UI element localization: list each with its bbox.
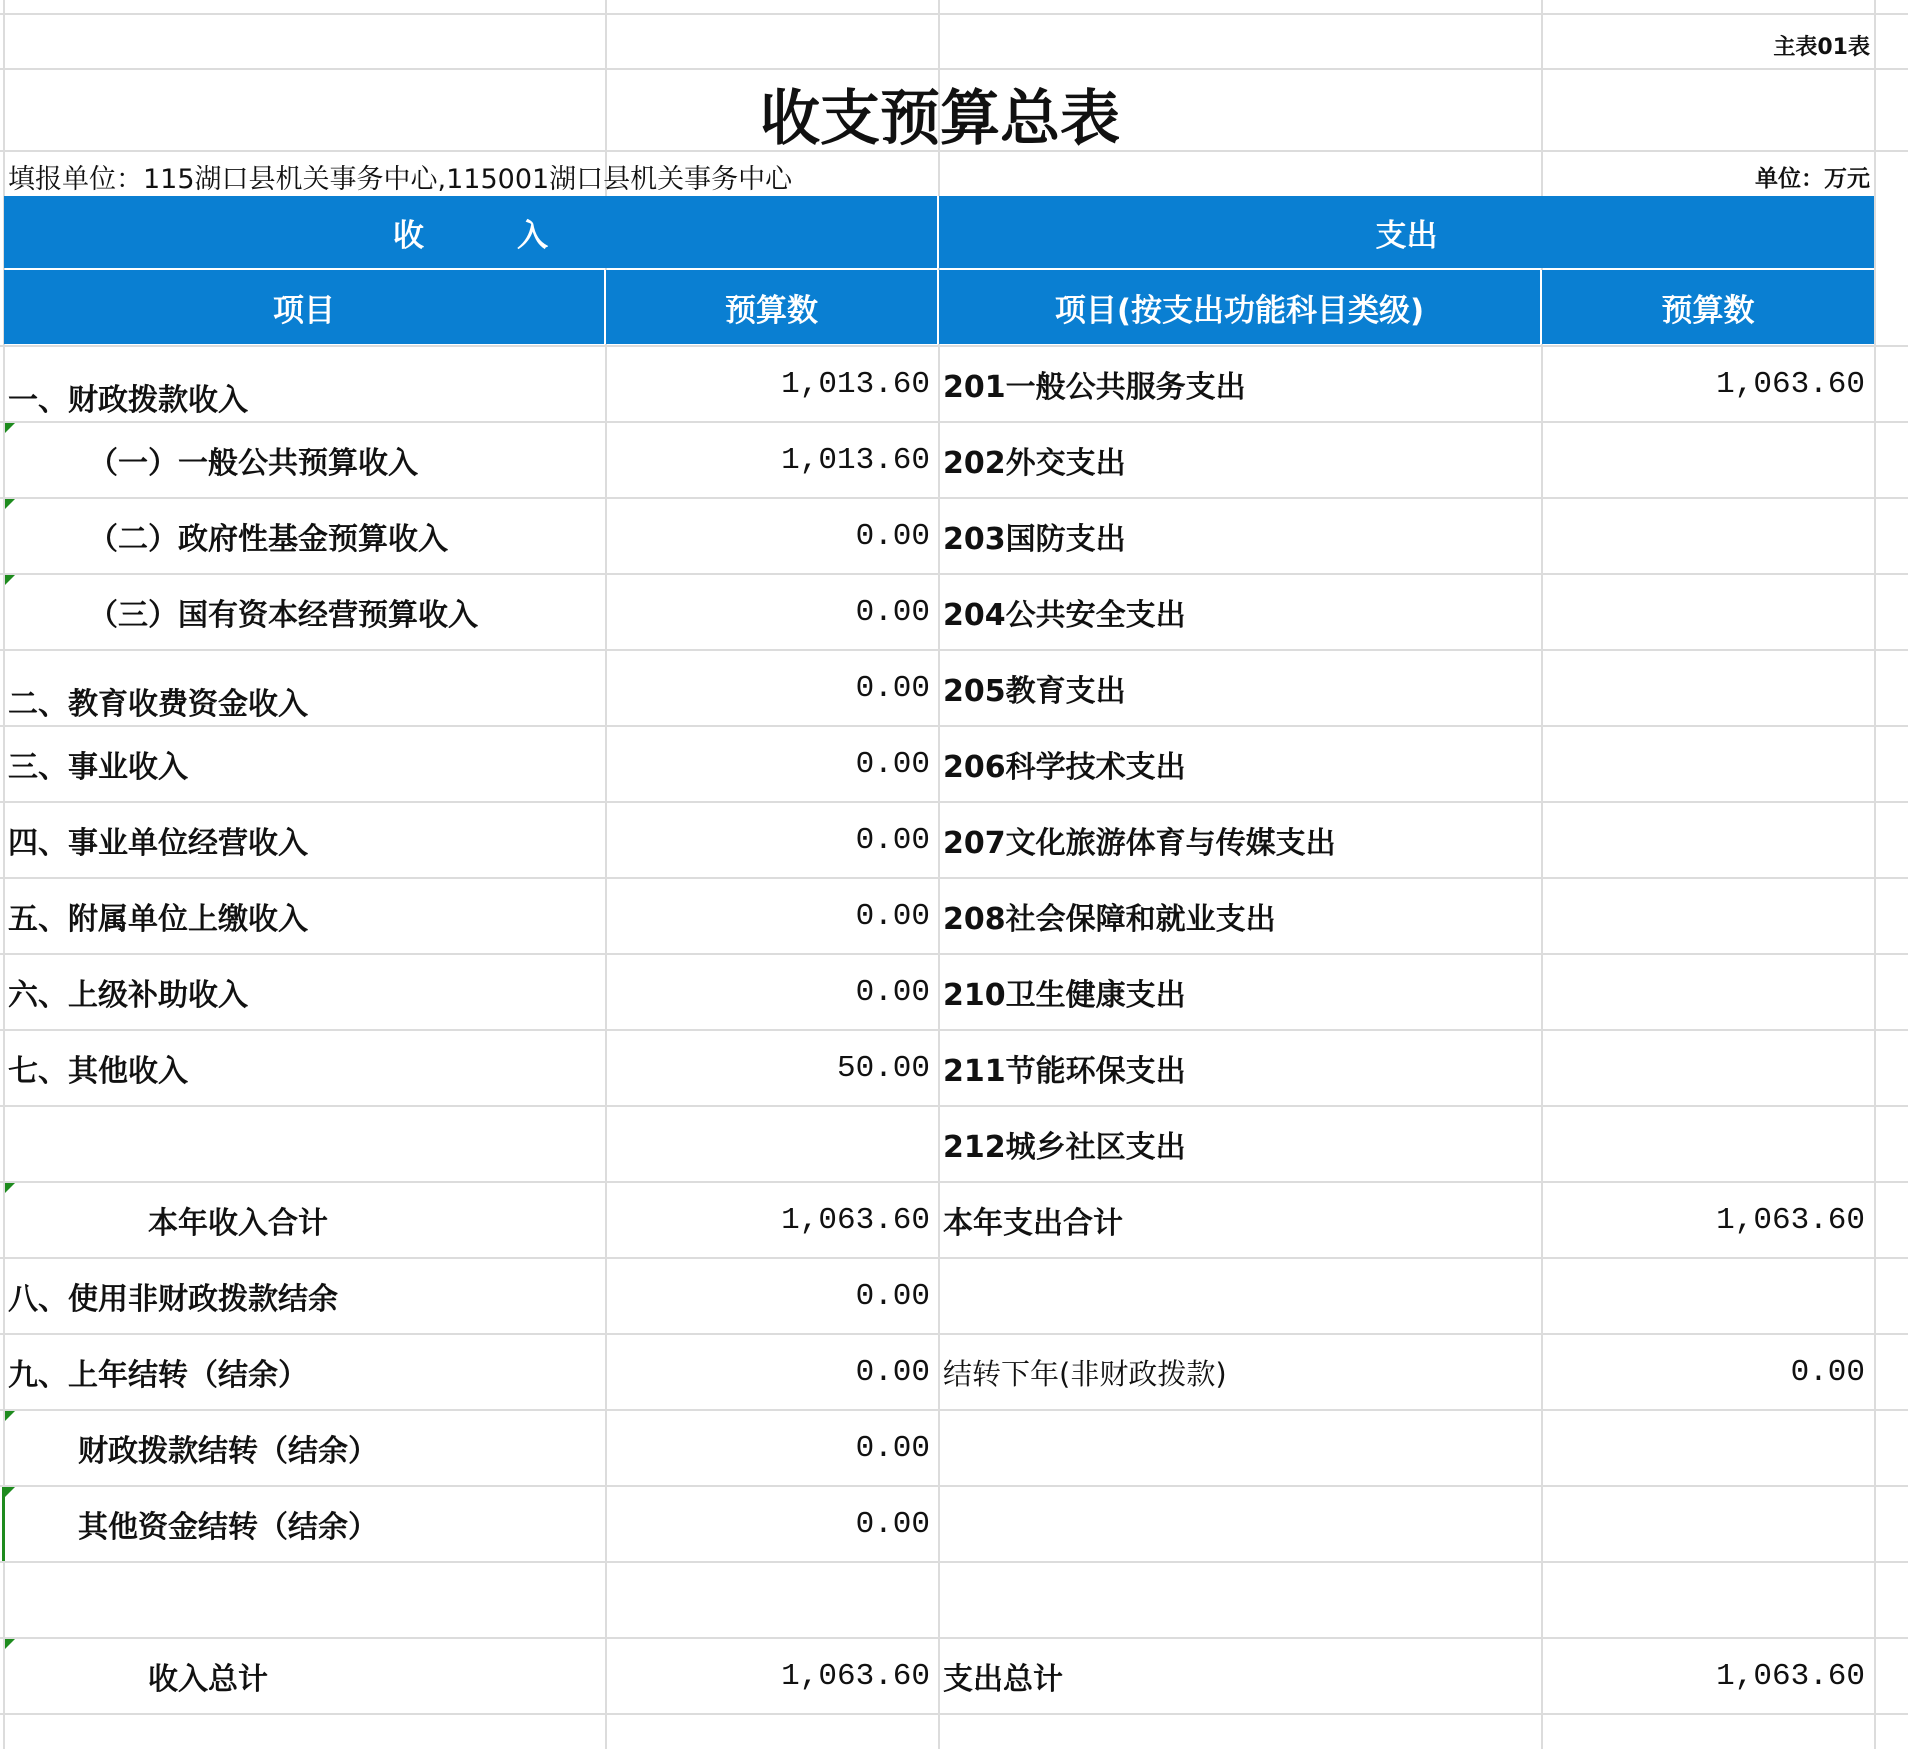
income-value: 0.00: [855, 594, 930, 630]
col-header-expense-budget: 预算数: [1542, 270, 1874, 344]
expense-item: 202外交支出: [943, 446, 1126, 481]
income-value: 0.00: [855, 822, 930, 858]
income-value: 0.00: [855, 670, 930, 706]
expense-item: 204公共安全支出: [943, 598, 1186, 633]
income-value: 0.00: [855, 746, 930, 782]
income-value: 1,013.60: [781, 366, 930, 402]
expense-total-label: 支出总计: [943, 1662, 1063, 1697]
income-value: 0.00: [855, 898, 930, 934]
expense-item: 201一般公共服务支出: [943, 370, 1246, 405]
income-subtotal-label: 本年收入合计: [148, 1206, 328, 1241]
expense-section-header: 支出: [939, 196, 1874, 268]
expense-value: [1543, 727, 1873, 801]
expense-item: 205教育支出: [943, 674, 1126, 709]
income-value: 0.00: [855, 974, 930, 1010]
income-item: [8, 1563, 602, 1637]
expense-item: [943, 1487, 1539, 1561]
expense-value: [1543, 1487, 1873, 1561]
income-total-label: 收入总计: [148, 1662, 268, 1697]
income-item: 四、事业单位经营收入: [8, 826, 308, 861]
income-value: [607, 1563, 938, 1637]
income-value: 50.00: [836, 1050, 930, 1086]
income-item: 其他资金结转（结余）: [78, 1510, 378, 1545]
income-value: 0.00: [855, 1430, 930, 1466]
expense-item: [943, 1411, 1539, 1485]
currency-unit: 单位：万元: [1755, 165, 1870, 192]
income-value: 0.00: [855, 1278, 930, 1314]
cell-error-indicator: [5, 1411, 15, 1421]
income-section-header: 收 入: [4, 196, 939, 268]
expense-value: [1543, 1259, 1873, 1333]
expense-value: [1543, 879, 1873, 953]
col-header-item: 项目: [4, 270, 606, 344]
income-value: 0.00: [855, 1506, 930, 1542]
expense-value: [1543, 1411, 1873, 1485]
expense-value: [1543, 499, 1873, 573]
page-title: 收支预算总表: [760, 84, 1120, 154]
income-item: （三）国有资本经营预算收入: [88, 598, 478, 633]
income-item: 八、使用非财政拨款结余: [8, 1282, 338, 1317]
income-item: 三、事业收入: [8, 750, 188, 785]
cell-error-indicator: [5, 1487, 15, 1497]
expense-item: 206科学技术支出: [943, 750, 1186, 785]
cell-error-indicator: [5, 1183, 15, 1193]
expense-value: [1543, 1563, 1873, 1637]
income-value: 1,013.60: [781, 442, 930, 478]
income-item: 七、其他收入: [8, 1054, 188, 1089]
gridline: [0, 68, 1908, 70]
income-value: 0.00: [855, 1354, 930, 1390]
expense-value: [1543, 423, 1873, 497]
expense-value: [1543, 651, 1873, 725]
gridline: [0, 1713, 1908, 1715]
income-value: [607, 1107, 938, 1181]
expense-item: [943, 1563, 1539, 1637]
expense-subtotal-label: 本年支出合计: [943, 1206, 1123, 1241]
expense-item: 211节能环保支出: [943, 1054, 1186, 1089]
expense-value: [1543, 575, 1873, 649]
filler-unit: 填报单位：115湖口县机关事务中心,115001湖口县机关事务中心: [8, 163, 793, 194]
income-item: 一、财政拨款收入: [8, 383, 248, 418]
expense-value: [1543, 1031, 1873, 1105]
expense-item: 210卫生健康支出: [943, 978, 1186, 1013]
income-value: 1,063.60: [781, 1202, 930, 1238]
cell-error-indicator: [5, 499, 15, 509]
expense-value: [1543, 955, 1873, 1029]
income-item: [8, 1107, 602, 1181]
expense-item: 208社会保障和就业支出: [943, 902, 1276, 937]
table-code: 主表01表: [1773, 34, 1870, 60]
cell-error-indicator: [2, 1487, 5, 1561]
income-item: 六、上级补助收入: [8, 978, 248, 1013]
expense-value: 1,063.60: [1716, 1202, 1865, 1238]
expense-item: 212城乡社区支出: [943, 1130, 1186, 1165]
expense-item: 结转下年(非财政拨款): [943, 1356, 1227, 1391]
col-header-expense-item: 项目(按支出功能科目类级): [939, 270, 1542, 344]
cell-error-indicator: [5, 423, 15, 433]
income-item: （二）政府性基金预算收入: [88, 522, 448, 557]
expense-value: [1543, 803, 1873, 877]
income-item: （一）一般公共预算收入: [88, 446, 418, 481]
expense-item: 203国防支出: [943, 522, 1126, 557]
income-value: 0.00: [855, 518, 930, 554]
expense-item: [943, 1259, 1539, 1333]
expense-total-value: 1,063.60: [1716, 1658, 1865, 1694]
income-item: 二、教育收费资金收入: [8, 687, 308, 722]
cell-error-indicator: [5, 575, 15, 585]
income-total-value: 1,063.60: [781, 1658, 930, 1694]
income-item: 财政拨款结转（结余）: [78, 1434, 378, 1469]
expense-value: 0.00: [1790, 1354, 1865, 1390]
income-item: 五、附属单位上缴收入: [8, 902, 308, 937]
expense-item: 207文化旅游体育与传媒支出: [943, 826, 1336, 861]
expense-value: 1,063.60: [1716, 366, 1865, 402]
col-header-budget: 预算数: [606, 270, 939, 344]
gridline: [0, 13, 1908, 15]
cell-error-indicator: [5, 1639, 15, 1649]
income-item: 九、上年结转（结余）: [8, 1358, 308, 1393]
expense-value: [1543, 1107, 1873, 1181]
